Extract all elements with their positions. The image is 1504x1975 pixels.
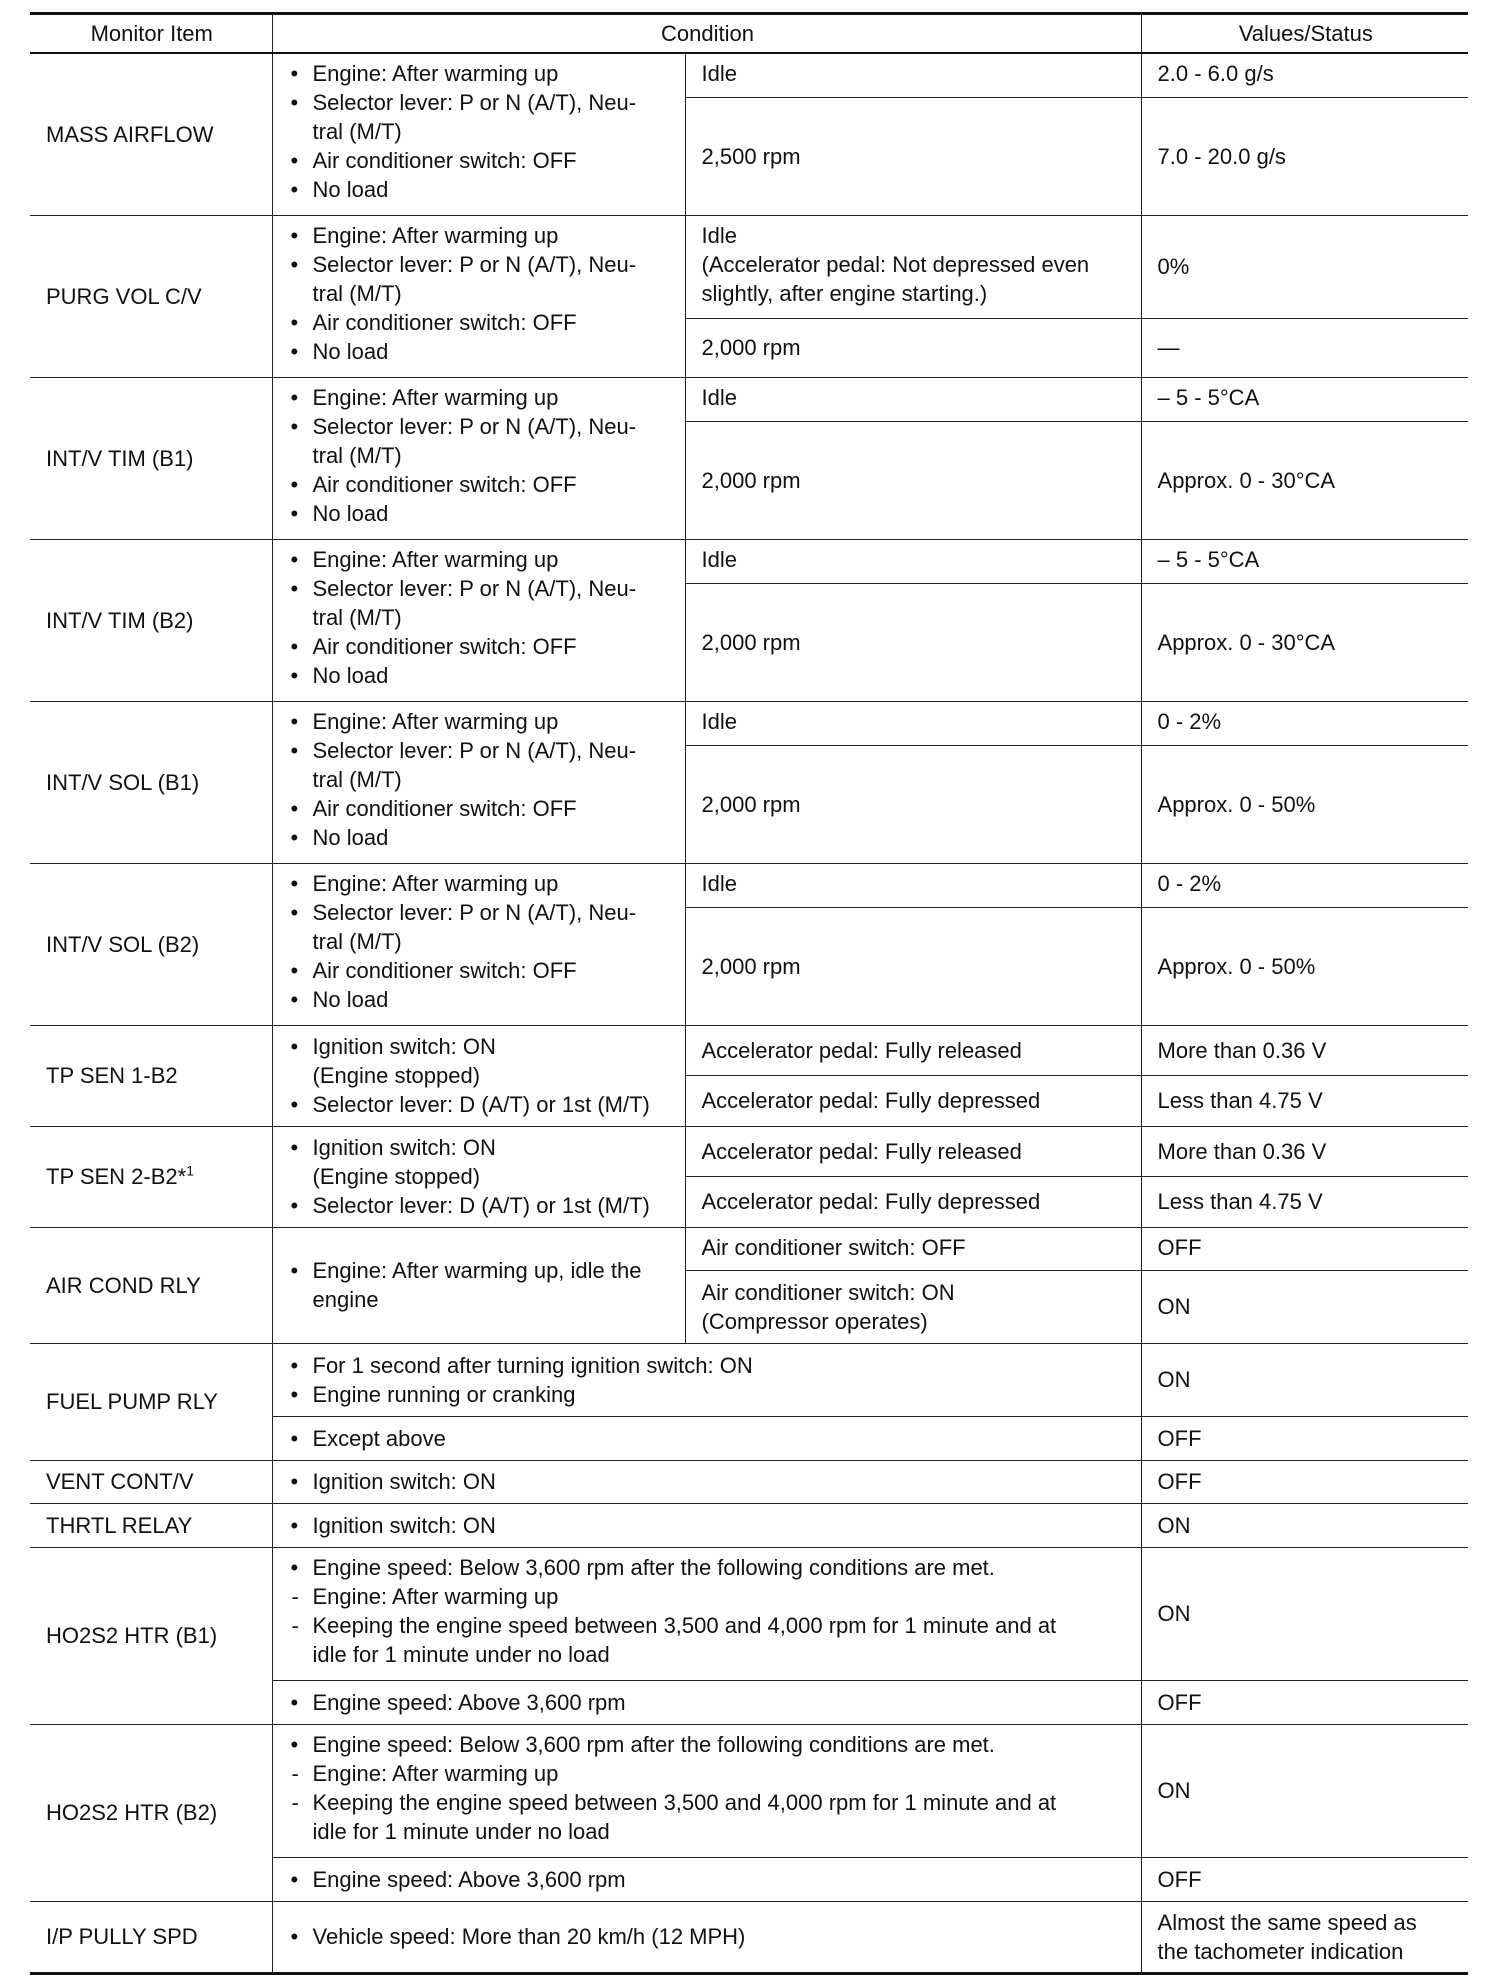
sub-condition: Air conditioner switch: OFF [685,1227,1141,1270]
condition-line: • No load [289,337,671,366]
monitor-item: INT/V TIM (B2) [30,539,272,701]
condition-cell [272,377,685,539]
value-status: 2.0 - 6.0 g/s [1141,53,1468,97]
table-row [30,1460,1468,1503]
value-status: ON [1141,1547,1468,1680]
sub-condition: Accelerator pedal: Fully released [685,1025,1141,1075]
sub-condition: 2,000 rpm [685,318,1141,377]
sub-condition: 2,000 rpm [685,583,1141,701]
value-status: OFF [1141,1857,1468,1901]
table-row [30,1126,1468,1176]
footnote-marker: 1 [186,1162,195,1179]
condition-line: idle for 1 minute under no load [312,1818,610,1844]
monitor-item: INT/V TIM (B1) [30,377,272,539]
condition-line: • Engine: After warming up [289,545,671,574]
condition-line: • Engine speed: Below 3,600 rpm after the following conditions are met. [289,1553,1127,1582]
condition-cell [272,1503,1141,1547]
table-row [30,377,1468,421]
value-status: ON [1141,1343,1468,1416]
condition-cell [272,1343,1141,1416]
condition-line: • Vehicle speed: More than 20 km/h (12 MPH) [289,1922,1127,1951]
condition-line: • Engine: After warming up [289,221,671,250]
condition-line: • Ignition switch: ON [289,1467,1127,1496]
monitor-item: FUEL PUMP RLY [30,1343,272,1460]
value-status: 0 - 2% [1141,863,1468,907]
condition-line: • Selector lever: P or N (A/T), Neu- [289,88,671,117]
condition-line: engine [312,1287,379,1312]
table-row [30,1901,1468,1973]
value-status: – 5 - 5°CA [1141,377,1468,421]
table-row [30,1547,1468,1680]
value-status: OFF [1141,1416,1468,1460]
condition-line: • Selector lever: P or N (A/T), Neu- [289,412,671,441]
sub-condition-line: Idle [701,222,737,248]
monitor-item: THRTL RELAY [30,1503,272,1547]
condition-cell [272,1126,685,1227]
condition-line: • Engine running or cranking [289,1380,1127,1409]
condition-line: • Engine: After warming up [289,869,671,898]
value-status: Less than 4.75 V [1141,1075,1468,1126]
value-status: More than 0.36 V [1141,1126,1468,1176]
value-status: ON [1141,1724,1468,1857]
header-values-status: Values/Status [1141,14,1468,54]
monitor-item: TP SEN 1-B2 [30,1025,272,1126]
sub-condition: Accelerator pedal: Fully depressed [685,1075,1141,1126]
sub-condition: Idle [685,53,1141,97]
condition-line: (Engine stopped) [312,1063,481,1088]
condition-line: • Ignition switch: ON [289,1133,671,1162]
monitor-item: VENT CONT/V [30,1460,272,1503]
condition-line: tral (M/T) [312,928,402,954]
value-status: OFF [1141,1460,1468,1503]
condition-line: tral (M/T) [312,766,402,792]
condition-cell [272,53,685,215]
monitor-item: I/P PULLY SPD [30,1901,272,1973]
condition-line: - Engine: After warming up [289,1582,1127,1611]
sub-condition [685,1270,1141,1343]
condition-line: • Selector lever: P or N (A/T), Neu- [289,736,671,765]
condition-line: tral (M/T) [312,442,402,468]
condition-line: tral (M/T) [312,280,402,306]
condition-line: - Engine: After warming up [289,1759,1127,1788]
table-row [30,1724,1468,1857]
sub-condition: Accelerator pedal: Fully depressed [685,1176,1141,1227]
value-status: Approx. 0 - 50% [1141,745,1468,863]
value-status: OFF [1141,1227,1468,1270]
condition-line: • No load [289,499,671,528]
condition-line: • Air conditioner switch: OFF [289,956,671,985]
condition-line: • Engine speed: Below 3,600 rpm after the following conditions are met. [289,1730,1127,1759]
condition-cell [272,1857,1141,1901]
condition-cell [272,215,685,377]
value-status: 0 - 2% [1141,701,1468,745]
value-status: 0% [1141,215,1468,318]
sub-condition: 2,000 rpm [685,745,1141,863]
value-status: Approx. 0 - 50% [1141,907,1468,1025]
sub-condition: Idle [685,701,1141,745]
sub-condition: 2,000 rpm [685,907,1141,1025]
table-row [30,539,1468,583]
condition-line: • Engine: After warming up [289,707,671,736]
condition-cell [272,1227,685,1343]
condition-line: • Air conditioner switch: OFF [289,470,671,499]
condition-line: • Engine: After warming up [289,59,671,88]
value-status: ON [1141,1270,1468,1343]
condition-cell [272,539,685,701]
sub-condition-line: Air conditioner switch: ON [701,1279,955,1305]
sub-condition-line: (Accelerator pedal: Not depressed even [701,251,1090,277]
header-monitor-item: Monitor Item [30,14,272,54]
value-status: 7.0 - 20.0 g/s [1141,97,1468,215]
value-status: – 5 - 5°CA [1141,539,1468,583]
sub-condition: Idle [685,539,1141,583]
sub-condition: Accelerator pedal: Fully released [685,1126,1141,1176]
condition-line: • For 1 second after turning ignition switch: ON [289,1351,1127,1380]
condition-line: • No load [289,175,671,204]
monitor-spec-table [30,12,1468,1975]
table-row [30,863,1468,907]
condition-line: • Engine speed: Above 3,600 rpm [289,1688,1127,1717]
condition-cell [272,1724,1141,1857]
condition-line: (Engine stopped) [312,1164,481,1189]
condition-cell [272,701,685,863]
condition-line: • No load [289,985,671,1014]
condition-line: • Air conditioner switch: OFF [289,632,671,661]
value-status: — [1141,318,1468,377]
monitor-item: TP SEN 2-B2*$^1$ [30,1126,272,1227]
table-row [30,701,1468,745]
condition-line: • Selector lever: P or N (A/T), Neu- [289,898,671,927]
condition-line: • Engine speed: Above 3,600 rpm [289,1865,1127,1894]
condition-line: • Ignition switch: ON [289,1511,1127,1540]
sub-condition: Idle [685,863,1141,907]
value-status: Approx. 0 - 30°CA [1141,583,1468,701]
value-status: Approx. 0 - 30°CA [1141,421,1468,539]
condition-cell [272,1547,1141,1680]
sub-condition: Idle [685,377,1141,421]
condition-cell [272,1680,1141,1724]
header-row [30,14,1468,54]
monitor-item: HO2S2 HTR (B2) [30,1724,272,1901]
condition-cell [272,1901,1141,1973]
value-status [1141,1901,1468,1973]
monitor-item: INT/V SOL (B1) [30,701,272,863]
condition-line: tral (M/T) [312,604,402,630]
condition-line: • Ignition switch: ON [289,1032,671,1061]
condition-cell [272,863,685,1025]
value-line: the tachometer indication [1157,1938,1404,1964]
sub-condition-line: slightly, after engine starting.) [701,280,988,306]
table-row [30,1503,1468,1547]
monitor-item: HO2S2 HTR (B1) [30,1547,272,1724]
value-line: Almost the same speed as [1157,1909,1417,1935]
condition-line: - Keeping the engine speed between 3,500 and 4,000 rpm for 1 minute and at [289,1611,1127,1640]
sub-condition: 2,500 rpm [685,97,1141,215]
condition-line: tral (M/T) [312,119,402,144]
condition-cell [272,1025,685,1126]
condition-line: • Air conditioner switch: OFF [289,308,671,337]
condition-line: • No load [289,823,671,852]
value-status: OFF [1141,1680,1468,1724]
table-row [30,1343,1468,1416]
sub-condition: 2,000 rpm [685,421,1141,539]
monitor-item: PURG VOL C/V [30,215,272,377]
header-condition: Condition [272,14,1141,54]
condition-line: • Engine: After warming up, idle the [289,1256,671,1285]
monitor-item: INT/V SOL (B2) [30,863,272,1025]
monitor-item: AIR COND RLY [30,1227,272,1343]
condition-line: • No load [289,661,671,690]
condition-line: • Selector lever: P or N (A/T), Neu- [289,250,671,279]
condition-line: • Except above [289,1424,1127,1453]
value-status: ON [1141,1503,1468,1547]
condition-line: • Engine: After warming up [289,383,671,412]
condition-line: • Selector lever: D (A/T) or 1st (M/T) [289,1090,671,1119]
table-row [30,1025,1468,1075]
table-row [30,53,1468,97]
condition-line: • Selector lever: D (A/T) or 1st (M/T) [289,1191,671,1220]
condition-line: • Air conditioner switch: OFF [289,146,671,175]
value-status: More than 0.36 V [1141,1025,1468,1075]
condition-line: • Selector lever: P or N (A/T), Neu- [289,574,671,603]
sub-condition [685,215,1141,318]
table-row [30,1227,1468,1270]
condition-line: idle for 1 minute under no load [312,1641,610,1667]
condition-cell [272,1416,1141,1460]
sub-condition-line: (Compressor operates) [701,1308,928,1334]
condition-cell [272,1460,1141,1503]
value-status: Less than 4.75 V [1141,1176,1468,1227]
monitor-item: MASS AIRFLOW [30,53,272,215]
table-row [30,215,1468,318]
condition-line: - Keeping the engine speed between 3,500 and 4,000 rpm for 1 minute and at [289,1788,1127,1817]
condition-line: • Air conditioner switch: OFF [289,794,671,823]
